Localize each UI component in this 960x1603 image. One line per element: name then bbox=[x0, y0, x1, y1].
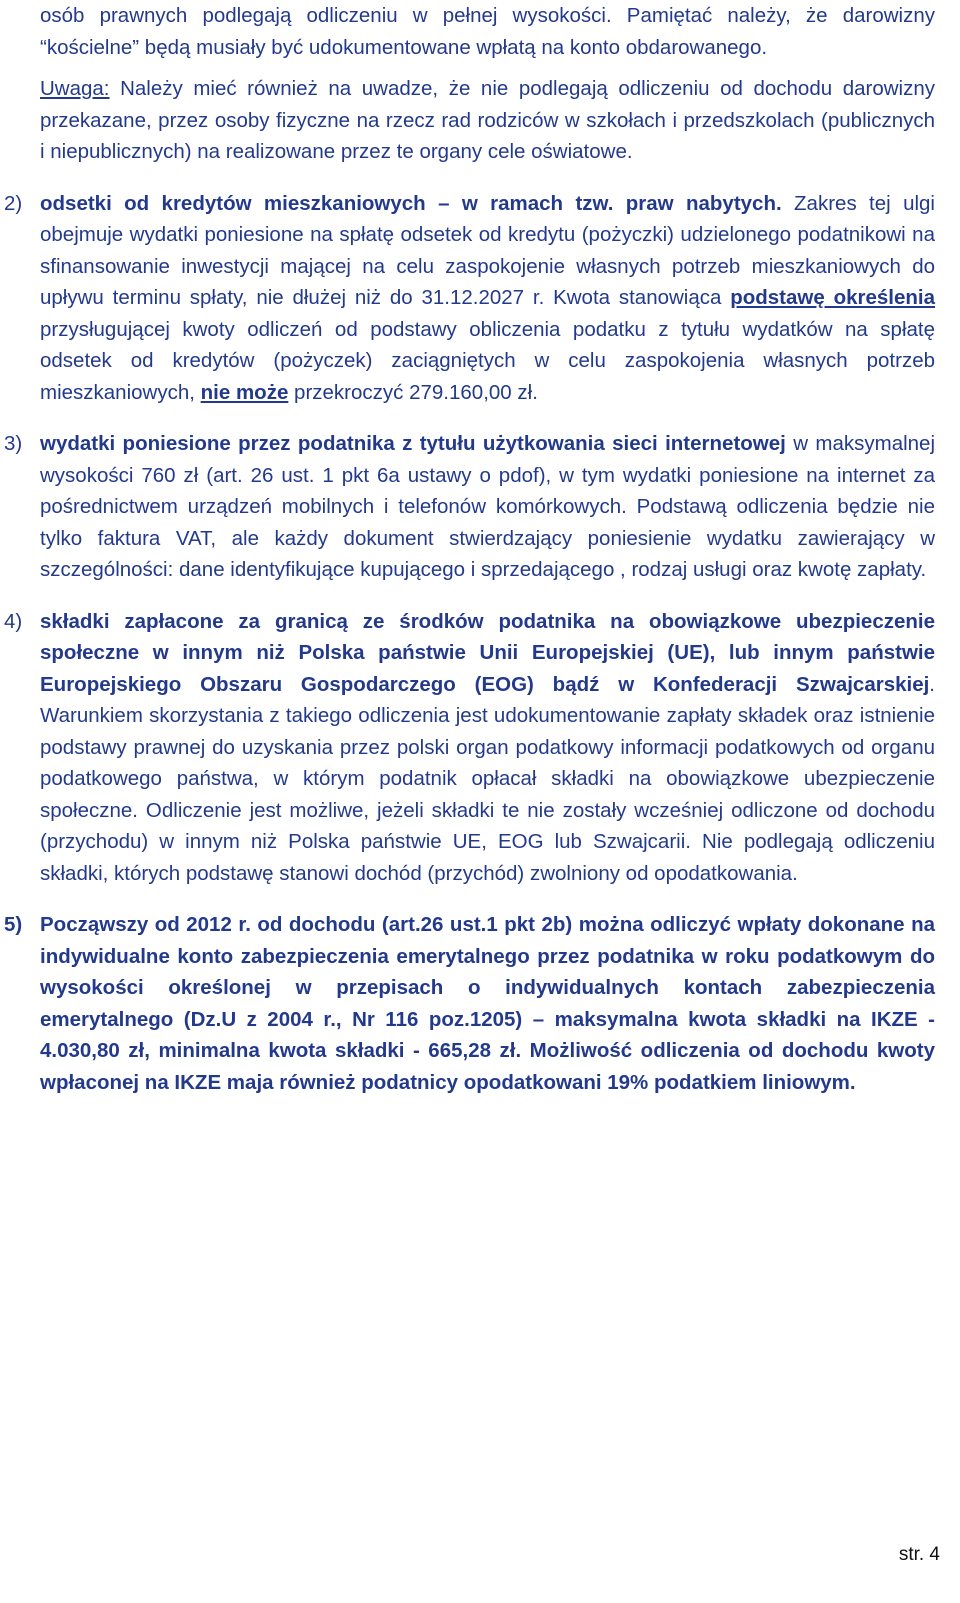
list-number: 5) bbox=[4, 913, 23, 936]
note-text: Należy mieć również na uwadze, że nie podlegają odliczeniu od dochodu darowizny przekazane, przez osoby fizyczne na rzecz rad rodziców w szkołach i przedszkolach (publicznych i niepublicznych) na realizowane przez te organy cele oświatowe. bbox=[40, 77, 935, 163]
list-number: 3) bbox=[4, 432, 23, 455]
item-text: w maksymalnej wysokości 760 zł (art. 26 ust. 1 pkt 6a ustawy o pdof), w tym wydatki poniesione na internet za pośrednictwem urządzeń mobilnych i telefonów komórkowych. Podstawą odliczenia będzie nie tylko faktura VAT, ale każdy dokument stwierdzający poniesienie wydatku zawierający w szczególności: dane identyfikujące kupującego i sprzedającego , rodzaj usługi oraz kwotę zapłaty. bbox=[40, 432, 936, 581]
note-label: Uwaga: bbox=[40, 77, 110, 100]
page-number: str. 4 bbox=[898, 1544, 940, 1565]
list-item-2 bbox=[4, 188, 935, 409]
item-emphasis: podstawę określenia bbox=[730, 286, 935, 309]
item-text: przysługującej kwoty odliczeń od podstawy obliczenia podatku z tytułu wydatków na spłatę odsetek od kredytów (pożyczek) zaciągniętych w celu zaspokojenia własnych potrzeb mieszkaniowych, bbox=[40, 317, 935, 404]
item-title: wydatki poniesione przez podatnika z tytułu użytkowania sieci internetowej bbox=[40, 432, 786, 455]
item-text: Zakres tej ulgi obejmuje wydatki poniesione na spłatę odsetek od kredytu (pożyczki) udzielonego podatnikowi na sfinansowanie inwestycji mającej na celu zaspokojenie własnych potrzeb mieszkaniowych do upływu terminu spłaty, nie dłużej niż do 31.12.2027 r. Kwota stanowiąca bbox=[40, 191, 935, 309]
list-number: 2) bbox=[4, 191, 23, 215]
item-text: przekroczyć 279.160,00 zł. bbox=[288, 380, 538, 404]
item-title: odsetki od kredytów mieszkaniowych – w ramach tzw. praw nabytych. bbox=[40, 191, 782, 215]
item-text-bold: Począwszy od 2012 r. od dochodu (art.26 ust.1 pkt 2b) można odliczyć wpłaty dokonane na indywidualne konto zabezpieczenia emerytalnego przez podatnika w roku podatkowym do wysokości określonej w przepisach o indywidualnych kontach zabezpieczenia emerytalnego (Dz.U z 2004 r., Nr 116 poz.1205) – maksymalna kwota składki na IKZE - 4.030,80 zł, minimalna kwota składki - 665,28 zł. Możliwość odliczenia od dochodu kwoty wpłaconej na IKZE maja również podatnicy opodatkowani 19% podatkiem liniowym. bbox=[40, 913, 935, 1094]
paragraph-top: osób prawnych podlegają odliczeniu w pełnej wysokości. Pamiętać należy, że darowizny “kościelne” będą musiały być udokumentowane wpłatą na konto obdarowanego. bbox=[40, 4, 935, 59]
list-item-3 bbox=[4, 428, 936, 586]
item-emphasis: nie może bbox=[200, 380, 289, 404]
item-text: . Warunkiem skorzystania z takiego odliczenia jest udokumentowanie zapłaty składek oraz istnienie podstawy prawnej do uzyskania przez polski organ podatkowy informacji podatkowych od organu podatkowego państwa, w którym podatnik opłacał składki na obowiązkowe ubezpieczenie społeczne. Odliczenie jest możliwe, jeżeli składki te nie zostały wcześniej odliczone od dochodu (przychodu) w innym niż Polska państwie UE, EOG lub Szwajcarii. Nie podlegają odliczeniu składki, których podstawę stanowi dochód (przychód) zwolniony od opodatkowania. bbox=[40, 672, 935, 885]
paragraph-note bbox=[40, 73, 935, 168]
list-number: 4) bbox=[4, 609, 23, 633]
list-item-5 bbox=[4, 909, 935, 1098]
item-title: składki zapłacone za granicą ze środków podatnika na obowiązkowe ubezpieczenie społeczne w innym niż Polska państwie Unii Europejskiej (UE), lub innym państwie Europejskiego Obszaru Gospodarczego (EOG) bądź w Konfederacji Szwajcarskiej bbox=[40, 609, 935, 696]
list-item-4 bbox=[4, 606, 935, 890]
document-page bbox=[4, 0, 936, 1098]
